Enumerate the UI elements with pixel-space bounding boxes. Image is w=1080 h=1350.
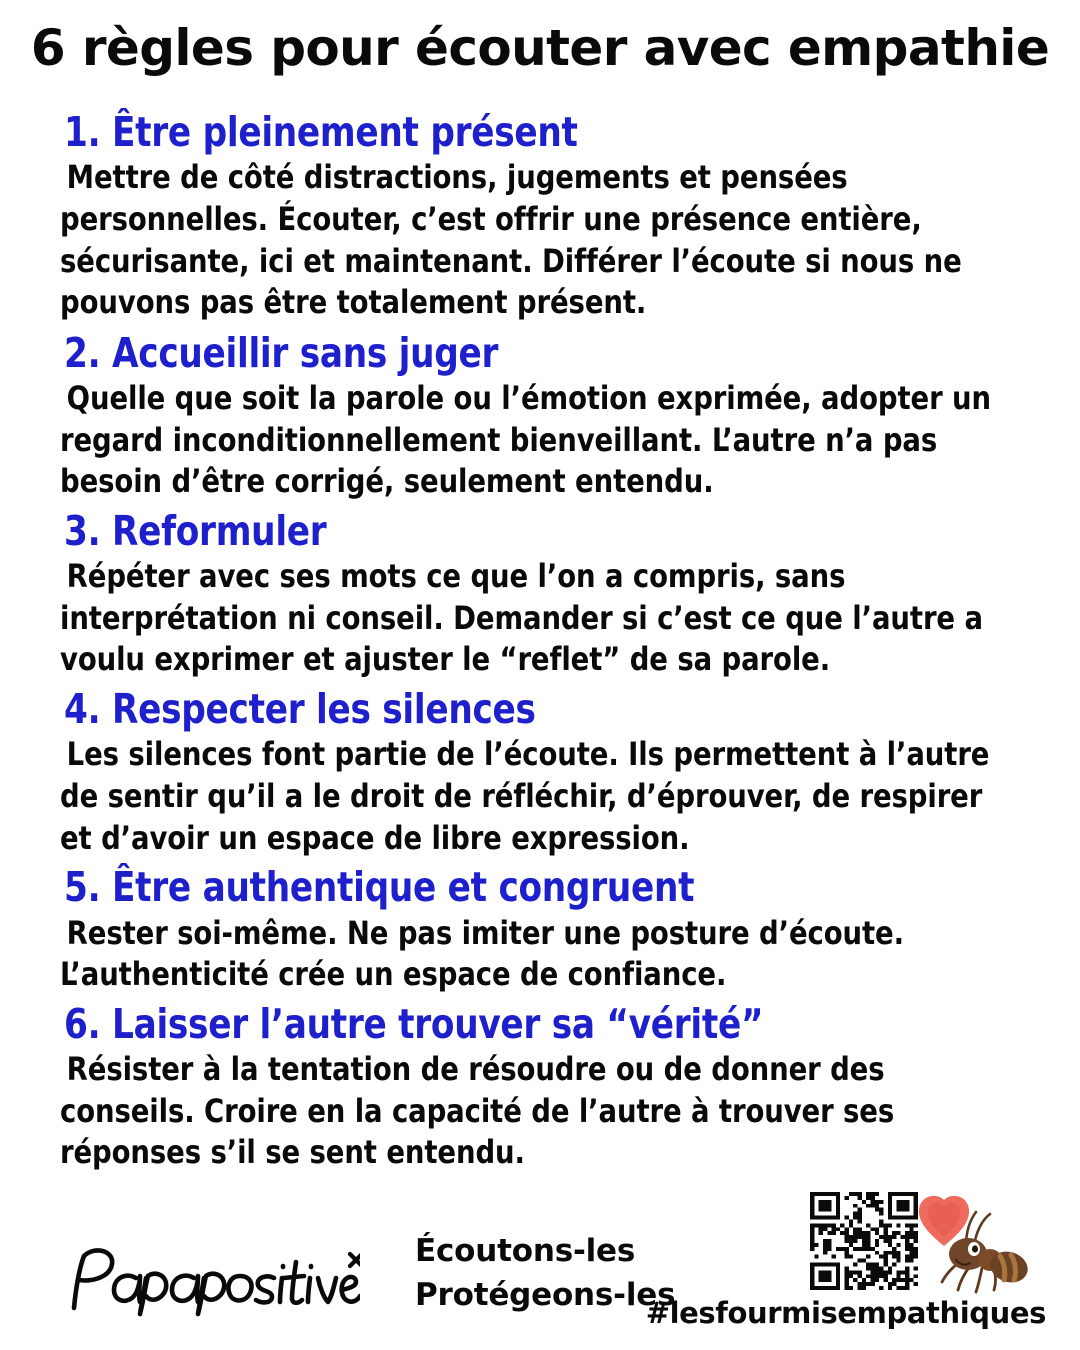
heart-icon bbox=[919, 1196, 969, 1246]
rule-heading-6: 6. Laisser l’autre trouver sa “vérité” bbox=[64, 999, 764, 1048]
ant-with-heart-illustration bbox=[910, 1188, 1030, 1298]
rule-body-5: Rester soi-même. Ne pas imiter une posture d’écoute. L’authenticité crée un espace de confiance. bbox=[60, 913, 904, 994]
page-title: 6 règles pour écouter avec empathie bbox=[30, 19, 1050, 77]
rule-body-4: Les silences font partie de l’écoute. Ils permettent à l’autre de sentir qu’il a le droit de réfléchir, d’éprouver, de respirer et d’avoir un espace de libre expression. bbox=[60, 735, 990, 857]
hashtag: #lesfourmisempathiques bbox=[645, 1296, 1046, 1330]
rule-item bbox=[60, 685, 1020, 859]
rule-heading-1: 1. Être pleinement présent bbox=[64, 108, 578, 156]
rule-heading-3: 3. Reformuler bbox=[64, 506, 327, 555]
rule-item bbox=[60, 329, 1020, 503]
rule-heading-2: 2. Accueillir sans juger bbox=[64, 328, 499, 377]
rule-item bbox=[60, 1000, 1020, 1174]
brand-logo-papapositive bbox=[60, 1238, 360, 1318]
ant-pupil bbox=[972, 1245, 978, 1252]
rule-body-1: Mettre de côté distractions, jugements et pensées personnelles. Écouter, c’est offrir une présence entière, sécurisante, ici et maintenant. Différer l’écoute si nous ne pouvons pas être totalement présent. bbox=[60, 158, 962, 322]
rule-body-3: Répéter avec ses mots ce que l’on a compris, sans interprétation ni conseil. Demander si c’est ce que l’autre a voulu exprimer et ajuster le “reflet” de sa parole. bbox=[60, 557, 983, 679]
qr-code-icon[interactable] bbox=[810, 1192, 918, 1290]
footer bbox=[0, 1180, 1080, 1350]
slogan bbox=[415, 1229, 675, 1317]
slogan-line-1: Écoutons-les bbox=[415, 1232, 636, 1269]
brand-logo-script-icon bbox=[60, 1238, 360, 1318]
rule-item bbox=[60, 507, 1020, 681]
rule-heading-5: 5. Être authentique et congruent bbox=[64, 863, 695, 912]
rule-item bbox=[60, 108, 1020, 324]
rule-heading-4: 4. Respecter les silences bbox=[64, 685, 536, 734]
rules-list bbox=[60, 108, 1020, 1177]
rule-body-6: Résister à la tentation de résoudre ou de donner des conseils. Croire en la capacité de l’autre à trouver ses réponses s’il se sent entendu. bbox=[60, 1050, 895, 1172]
rule-item bbox=[60, 863, 1020, 996]
slogan-line-2: Protégeons-les bbox=[415, 1276, 676, 1313]
qr-code[interactable] bbox=[810, 1192, 922, 1292]
rule-body-2: Quelle que soit la parole ou l’émotion exprimée, adopter un regard inconditionnellement bienveillant. L’autre n’a pas besoin d’être corrigé, seulement entendu. bbox=[60, 379, 991, 501]
brand-plus-mark-icon bbox=[350, 1254, 360, 1266]
